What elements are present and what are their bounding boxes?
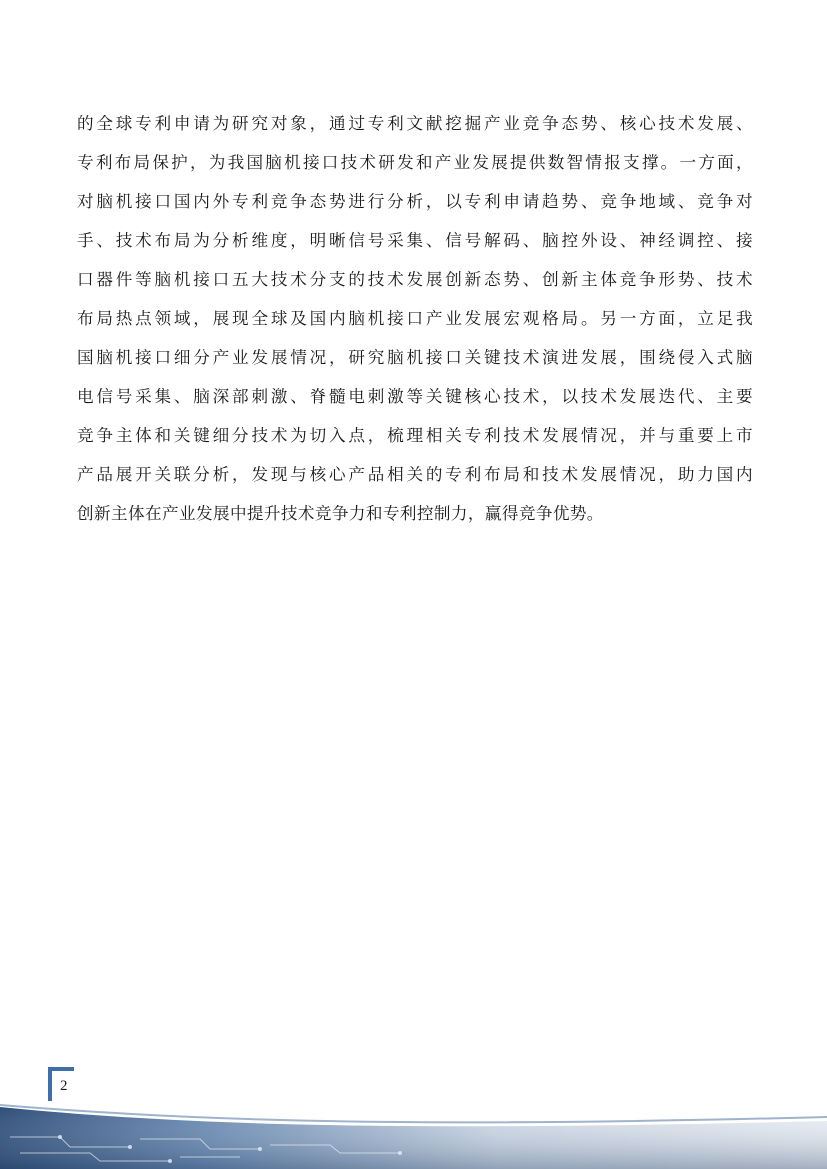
paragraph-line: 布局热点领域，展现全球及国内脑机接口产业发展宏观格局。另一方面，立足我 xyxy=(77,309,753,328)
paragraph-line: 对脑机接口国内外专利竞争态势进行分析，以专利申请趋势、竞争地域、竞争对 xyxy=(77,192,753,211)
page-number: 2 xyxy=(60,1078,68,1094)
paragraph-line: 产品展开关联分析，发现与核心产品相关的专利布局和技术发展情况，助力国内 xyxy=(77,465,753,484)
paragraph-line: 创新主体在产业发展中提升技术竞争力和专利控制力，赢得竞争优势。 xyxy=(77,504,604,523)
paragraph-line: 手、技术布局为分析维度，明晰信号采集、信号解码、脑控外设、神经调控、接 xyxy=(77,231,753,250)
paragraph-line: 的全球专利申请为研究对象，通过专利文献挖掘产业竞争态势、核心技术发展、 xyxy=(77,114,753,133)
body-paragraph xyxy=(77,104,753,533)
paragraph-line: 口器件等脑机接口五大技术分支的技术发展创新态势、创新主体竞争形势、技术 xyxy=(77,270,753,289)
footer-decorative-band xyxy=(0,1087,827,1169)
paragraph-line: 专利布局保护，为我国脑机接口技术研发和产业发展提供数智情报支撑。一方面， xyxy=(77,153,753,172)
paragraph-line: 国脑机接口细分产业发展情况，研究脑机接口关键技术演进发展，围绕侵入式脑 xyxy=(77,348,753,367)
paragraph-line: 电信号采集、脑深部刺激、脊髓电刺激等关键核心技术，以技术发展迭代、主要 xyxy=(77,387,753,406)
paragraph-line: 竞争主体和关键细分技术为切入点，梳理相关专利技术发展情况，并与重要上市 xyxy=(77,426,753,445)
